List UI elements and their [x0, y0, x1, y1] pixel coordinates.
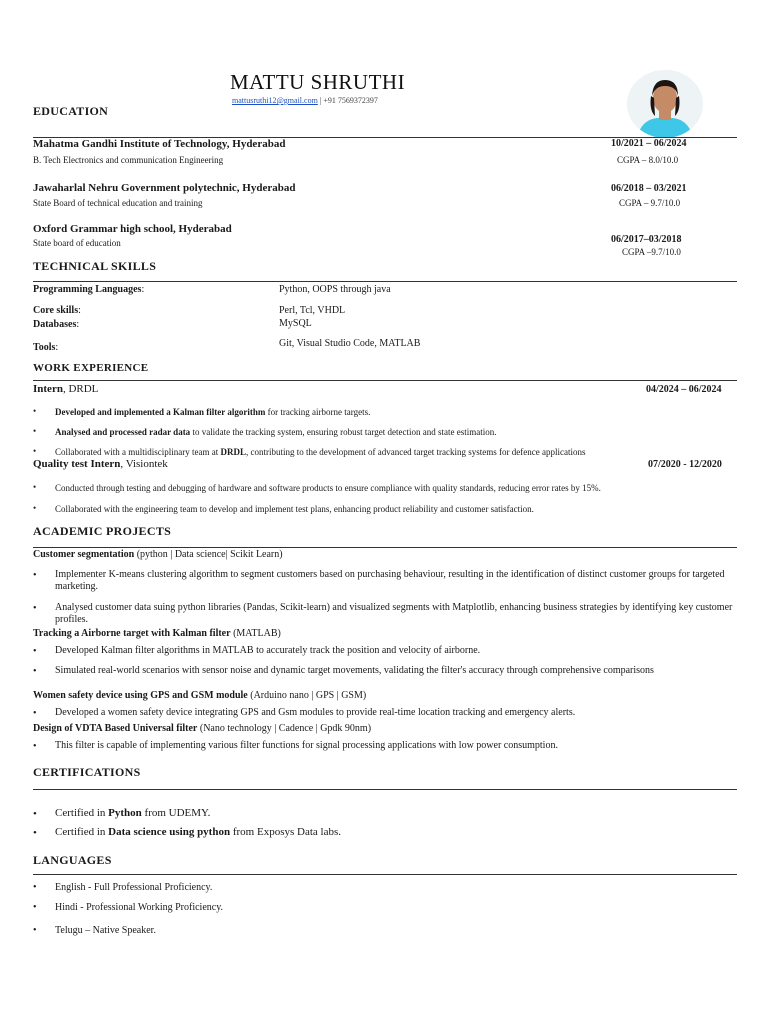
- bullet-icon: •: [33, 741, 37, 752]
- education-score: CGPA – 9.7/10.0: [619, 198, 681, 208]
- language-item: English - Full Professional Proficiency.: [55, 882, 213, 893]
- cert-post: from UDEMY.: [141, 807, 211, 819]
- bullet-icon: •: [33, 446, 37, 456]
- job-company: , DRDL: [62, 383, 99, 395]
- languages-divider: [33, 874, 737, 875]
- skill-label: [33, 342, 58, 353]
- bullet-icon: •: [33, 646, 37, 657]
- skills-divider: [33, 281, 737, 282]
- job-title: [33, 383, 98, 395]
- projects-heading: ACADEMIC PROJECTS: [33, 524, 172, 538]
- job-bullet: [55, 407, 370, 417]
- language-item: Hindi - Professional Working Proficiency.: [55, 902, 224, 913]
- bullet-icon: •: [33, 406, 37, 416]
- skill-value: MySQL: [279, 318, 312, 329]
- job-company: , Visiontek: [120, 458, 168, 470]
- education-heading: EDUCATION: [33, 104, 109, 118]
- cert-post: from Exposys Data labs.: [230, 826, 341, 838]
- skill-label-colon: :: [78, 305, 81, 316]
- job-role: Quality test Intern: [33, 458, 121, 470]
- education-institution: Mahatma Gandhi Institute of Technology, Hyderabad: [33, 138, 286, 150]
- bullet-icon: •: [33, 902, 37, 913]
- project-bullet: Analysed customer data suing python libraries (Pandas, Scikit-learn) and visualized segments with Matplotlib, enhancing business strategies by identifying key customer profiles.: [55, 602, 733, 625]
- education-dates: 06/2017–03/2018: [611, 234, 682, 245]
- job-role: Intern: [33, 383, 63, 395]
- skill-label-colon: :: [55, 342, 59, 353]
- bullet-icon: •: [33, 925, 37, 936]
- bullet-bold: Analysed and processed radar data: [55, 427, 191, 437]
- bullet-text: for tracking airborne targets.: [265, 407, 371, 417]
- candidate-name: MATTU SHRUTHI: [230, 70, 406, 94]
- project-title: [33, 690, 366, 701]
- cert-bold: Python: [108, 807, 142, 819]
- skill-label-colon: :: [141, 284, 145, 295]
- skill-label-colon: :: [76, 319, 80, 330]
- job-bullet: [55, 427, 496, 437]
- cert-pre: Certified in: [55, 826, 109, 838]
- job-bullet: Collaborated with the engineering team to develop and implement test plans, enhancing product reliability and customer satisfaction.: [55, 504, 534, 514]
- education-score: CGPA – 8.0/10.0: [617, 155, 679, 165]
- education-program: State Board of technical education and training: [33, 198, 203, 208]
- project-tech: (python | Data science| Scikit Learn): [134, 549, 283, 560]
- education-score: CGPA –9.7/10.0: [622, 247, 681, 257]
- job-bullet: [55, 447, 585, 457]
- education-dates: 10/2021 – 06/2024: [611, 138, 687, 149]
- profile-photo-icon: [627, 70, 703, 138]
- project-name: Tracking a Airborne target with Kalman filter: [33, 628, 231, 639]
- work-divider: [33, 380, 737, 381]
- projects-divider: [33, 547, 737, 548]
- project-title: [33, 723, 371, 734]
- project-tech: (MATLAB): [230, 628, 281, 639]
- skill-label: [33, 319, 79, 330]
- bullet-icon: •: [33, 503, 37, 513]
- skills-heading: TECHNICAL SKILLS: [33, 259, 157, 273]
- bullet-pre: Collaborated with a multidisciplinary team at: [55, 447, 221, 457]
- profile-photo: [627, 70, 703, 138]
- work-heading: WORK EXPERIENCE: [33, 362, 149, 374]
- project-tech: (Arduino nano | GPS | GSM): [247, 690, 367, 701]
- skill-label-text: Databases: [33, 319, 77, 330]
- email-link[interactable]: mattusruthi12@gmail.com: [232, 96, 318, 105]
- project-tech: (Nano technology | Cadence | Gpdk 90nm): [197, 723, 372, 734]
- skill-value: Python, OOPS through java: [279, 284, 391, 295]
- project-title: [33, 628, 281, 639]
- skill-value: Git, Visual Studio Code, MATLAB: [279, 338, 421, 349]
- skill-label-text: Tools: [33, 342, 56, 353]
- cert-pre: Certified in: [55, 807, 109, 819]
- bullet-icon: •: [33, 882, 37, 893]
- education-dates: 06/2018 – 03/2021: [611, 183, 687, 194]
- project-bullet: Simulated real-world scenarios with sensor noise and dynamic target movements, validating the filter's accuracy through comprehensive comparisons: [55, 665, 654, 676]
- bullet-icon: •: [33, 482, 37, 492]
- certifications-heading: CERTIFICATIONS: [33, 765, 141, 779]
- project-bullet: Developed Kalman filter algorithms in MATLAB to accurately track the position and velocity of airborne.: [55, 645, 481, 656]
- bullet-icon: •: [33, 570, 37, 581]
- bullet-text: , contributing to the development of advanced target tracking systems for defence applications: [245, 447, 586, 457]
- bullet-icon: •: [33, 426, 37, 436]
- contact-separator: |: [319, 96, 322, 105]
- contact-line: [232, 96, 378, 105]
- project-name: Customer segmentation: [33, 549, 135, 560]
- bullet-text: to validate the tracking system, ensuring robust target detection and state estimation.: [190, 427, 497, 437]
- job-title: [33, 458, 168, 470]
- language-item: Telugu – Native Speaker.: [55, 925, 156, 936]
- bullet-bold: Developed and implemented a Kalman filter algorithm: [55, 407, 266, 417]
- education-institution: Oxford Grammar high school, Hyderabad: [33, 223, 232, 235]
- bullet-icon: •: [33, 827, 37, 839]
- skill-value: Perl, Tcl, VHDL: [279, 305, 346, 316]
- certification-item: [55, 826, 341, 838]
- bullet-icon: •: [33, 708, 37, 719]
- bullet-icon: •: [33, 603, 37, 614]
- project-title: [33, 549, 283, 560]
- skill-label-text: Core skills: [33, 305, 79, 316]
- project-bullet: Implementer K-means clustering algorithm to segment customers based on purchasing behaviour, resulting in the identification of distinct customer groups for targeted marketing.: [55, 569, 725, 592]
- job-bullet: Conducted through testing and debugging of hardware and software products to ensure compliance with quality standards, reducing error rates by 15%.: [55, 483, 601, 493]
- project-name: Design of VDTA Based Universal filter: [33, 723, 198, 734]
- job-dates: 04/2024 – 06/2024: [646, 384, 722, 395]
- project-name: Women safety device using GPS and GSM module: [33, 690, 248, 701]
- skill-label: [33, 284, 144, 295]
- languages-heading: LANGUAGES: [33, 853, 112, 867]
- phone-number: +91 7569372397: [323, 96, 378, 105]
- job-dates: 07/2020 - 12/2020: [648, 459, 722, 470]
- skill-label-text: Programming Languages: [33, 284, 142, 295]
- certifications-divider: [33, 789, 737, 790]
- certification-item: [55, 807, 210, 819]
- education-program: B. Tech Electronics and communication Engineering: [33, 155, 224, 165]
- bullet-icon: •: [33, 666, 37, 677]
- cert-bold: Data science using python: [108, 826, 231, 838]
- bullet-icon: •: [33, 808, 37, 820]
- project-bullet: Developed a women safety device integrating GPS and Gsm modules to provide real-time location tracking and emergency alerts.: [55, 707, 576, 718]
- project-bullet: This filter is capable of implementing various filter functions for signal processing applications with low power consumption.: [55, 740, 558, 751]
- skill-label: [33, 305, 81, 316]
- education-institution: Jawaharlal Nehru Government polytechnic, Hyderabad: [33, 182, 296, 194]
- bullet-bold: DRDL: [220, 447, 246, 457]
- education-program: State board of education: [33, 238, 121, 248]
